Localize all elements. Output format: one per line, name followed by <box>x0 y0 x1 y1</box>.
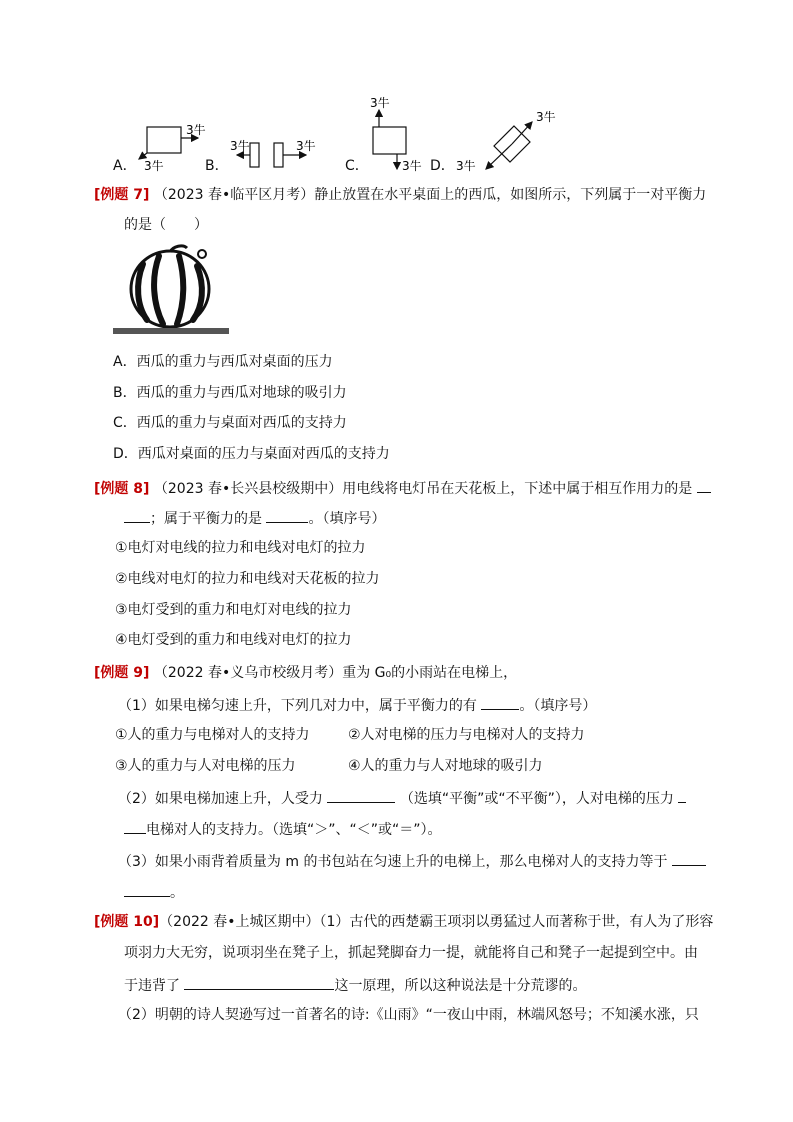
force-label: 3牛 <box>402 159 422 173</box>
question-7-tag: [例题 7] <box>94 187 150 203</box>
question-8-item-4: ④电灯受到的重力和电线对电灯的拉力 <box>115 632 352 648</box>
question-7-stem: [例题 7] （2023 春•临平区月考）静止放置在水平桌面上的西瓜，如图所示，下列属于一对平衡力 <box>94 187 707 203</box>
diagram-d <box>456 109 556 173</box>
force-label: 3牛 <box>456 159 476 173</box>
answer-blank[interactable] <box>697 478 711 493</box>
question-10-tag: [例题 10] <box>94 914 160 930</box>
question-10-stem-cont-2: 于违背了 这一原理，所以这种说法是十分荒谬的。 <box>124 975 586 995</box>
question-10-stem: [例题 10]（2022 春•上城区期中）（1）古代的西楚霸王项羽以勇猛过人而著称于世，有人为了形容 <box>94 914 714 930</box>
answer-blank[interactable] <box>678 788 686 803</box>
question-10-part-2: （2）明朝的诗人契逊写过一首著名的诗:《山雨》“一夜山中雨，林端风怒号；不知溪水涨，只 <box>118 1007 699 1023</box>
option-c-label: C． <box>345 158 369 174</box>
question-8-tag: [例题 8] <box>94 481 150 497</box>
question-7-stem-cont: 的是（ ） <box>124 217 208 233</box>
force-diagrams <box>100 96 580 178</box>
question-9-stem: [例题 9] （2022 春•义乌市校级月考）重为 G₀的小雨站在电梯上， <box>94 665 518 681</box>
answer-blank[interactable] <box>327 788 395 803</box>
question-7-choice-c: C．西瓜的重力与桌面对西瓜的支持力 <box>113 415 347 431</box>
answer-blank[interactable] <box>266 508 308 523</box>
question-8-item-2: ②电线对电灯的拉力和电线对天花板的拉力 <box>115 571 380 587</box>
question-9-part-3-cont: 。 <box>124 882 184 902</box>
force-label: 3牛 <box>296 139 316 153</box>
answer-blank[interactable] <box>124 508 150 523</box>
answer-blank[interactable] <box>672 851 706 866</box>
question-9-part-1: （1）如果电梯匀速上升，下列几对力中，属于平衡力的有 。（填序号） <box>118 695 596 715</box>
answer-blank[interactable] <box>481 695 519 710</box>
diagram-b <box>230 138 316 167</box>
question-9-item-1: ①人的重力与电梯对人的支持力 <box>115 727 310 743</box>
answer-blank[interactable] <box>124 882 170 897</box>
diagram-a <box>139 122 206 173</box>
force-label: 3牛 <box>536 110 556 124</box>
answer-blank[interactable] <box>124 819 146 834</box>
force-label: 3牛 <box>370 96 390 110</box>
force-label: 3牛 <box>186 123 206 137</box>
question-9-item-4: ④人的重力与人对地球的吸引力 <box>348 758 543 774</box>
question-9-part-2-cont: 电梯对人的支持力。（选填“＞”、“＜”或“＝”）。 <box>124 819 442 839</box>
question-9-part-3: （3）如果小雨背着质量为 m 的书包站在匀速上升的电梯上，那么电梯对人的支持力等于 <box>118 851 706 871</box>
option-b-label: B． <box>205 158 229 174</box>
question-10-stem-cont-1: 项羽力大无穷，说项羽坐在凳子上，抓起凳脚奋力一提，就能将自己和凳子一起提到空中。由 <box>124 945 698 961</box>
watermelon-illustration <box>113 244 233 336</box>
option-a-label: A． <box>113 158 137 174</box>
question-8-stem-cont: ；属于平衡力的是 。（填序号） <box>124 508 385 528</box>
force-label: 3牛 <box>230 139 250 153</box>
question-9-item-3: ③人的重力与人对电梯的压力 <box>115 758 296 774</box>
question-7-choice-b: B．西瓜的重力与西瓜对地球的吸引力 <box>113 385 347 401</box>
question-8-item-3: ③电灯受到的重力和电灯对电线的拉力 <box>115 602 352 618</box>
question-8-item-1: ①电灯对电线的拉力和电线对电灯的拉力 <box>115 540 366 556</box>
option-d-label: D． <box>430 158 455 174</box>
answer-blank[interactable] <box>184 975 334 990</box>
force-label: 3牛 <box>144 159 164 173</box>
diagram-c <box>370 96 422 173</box>
question-9-part-2: （2）如果电梯加速上升，人受力 （选填“平衡”或“不平衡”），人对电梯的压力 <box>118 788 686 808</box>
question-7-choice-d: D．西瓜对桌面的压力与桌面对西瓜的支持力 <box>113 446 390 462</box>
question-8-stem: [例题 8] （2023 春•长兴县校级期中）用电线将电灯吊在天花板上，下述中属于相互作用力的是 <box>94 478 711 498</box>
question-9-tag: [例题 9] <box>94 665 150 681</box>
question-9-item-2: ②人对电梯的压力与电梯对人的支持力 <box>348 727 585 743</box>
question-7-choice-a: A．西瓜的重力与西瓜对桌面的压力 <box>113 354 333 370</box>
